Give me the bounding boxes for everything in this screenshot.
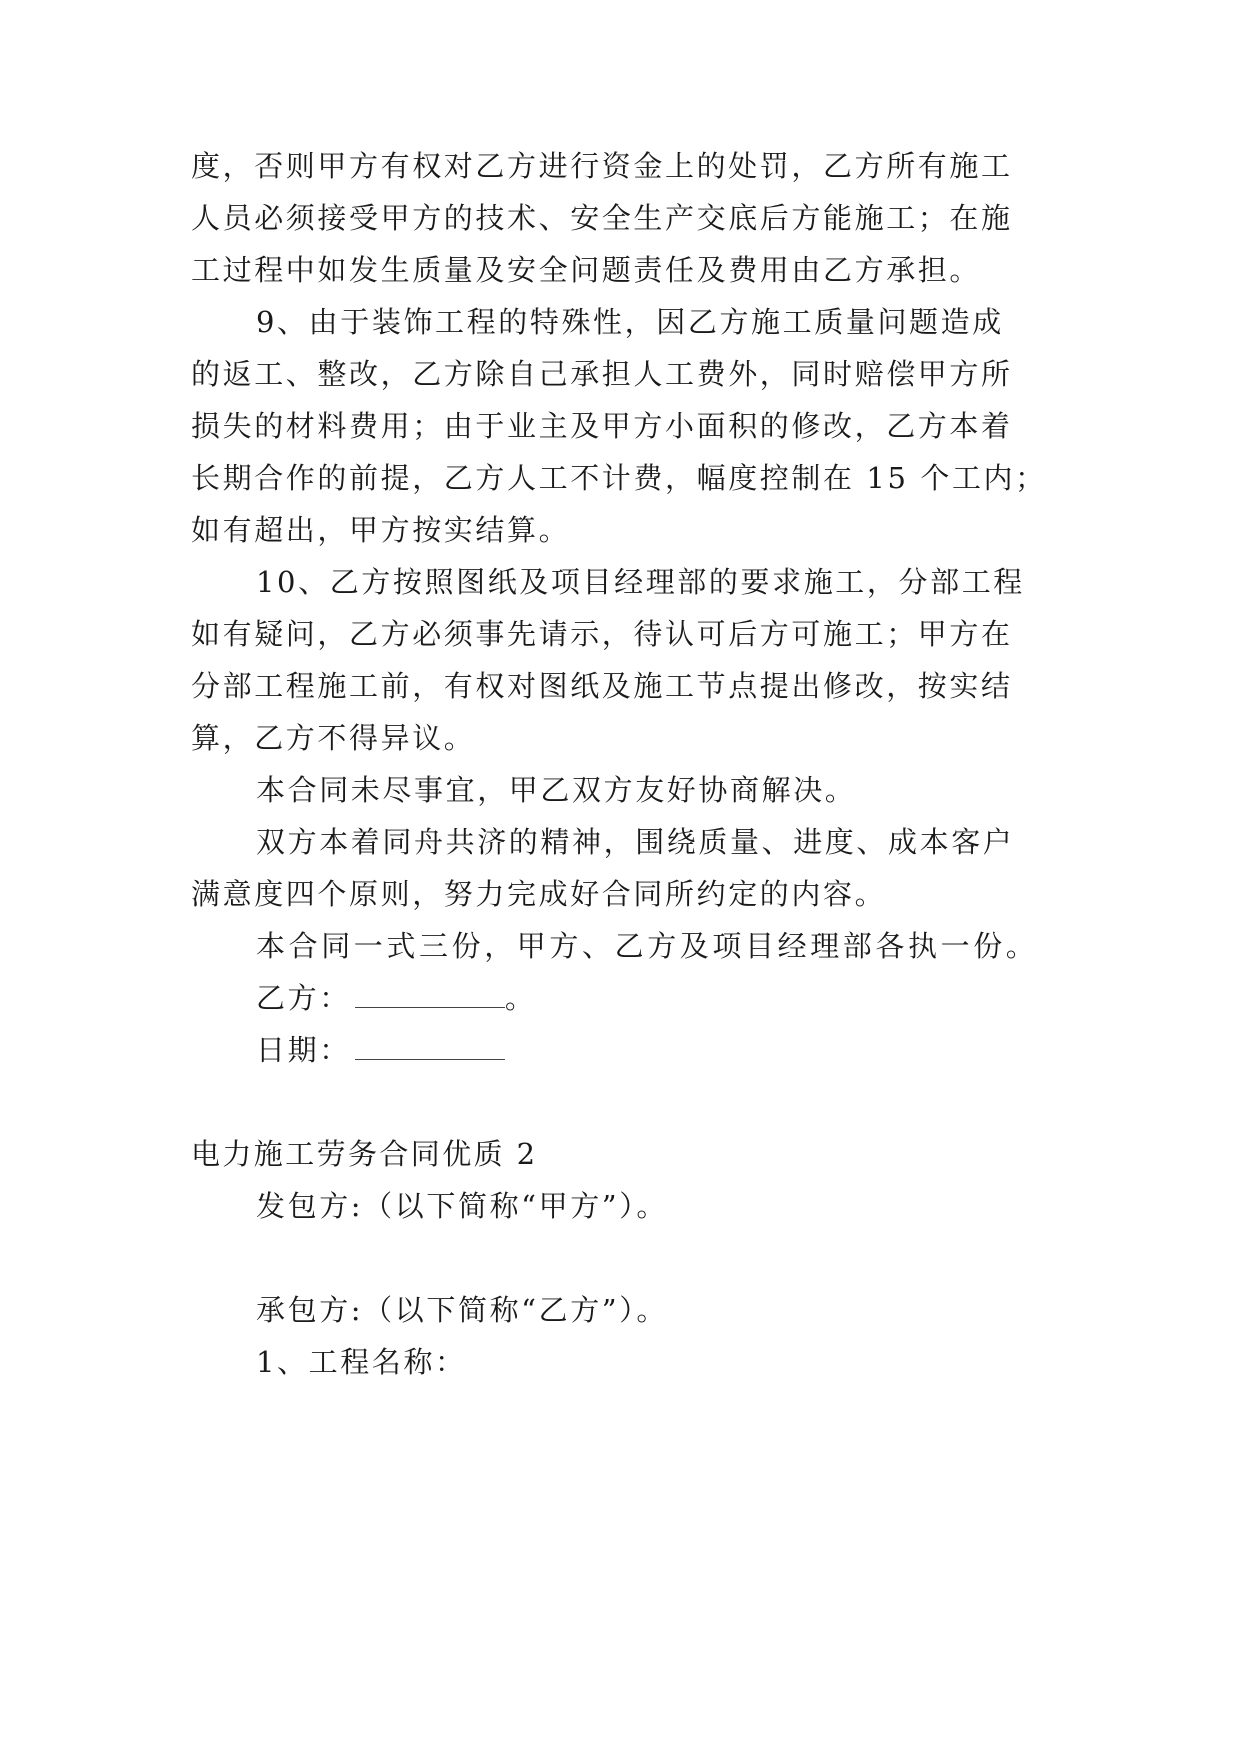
- date-signature-line: [256, 1030, 505, 1070]
- date-label: 日期：: [256, 1033, 351, 1067]
- paragraph-9-line-3: 损失的材料费用；由于业主及甲方小面积的修改，乙方本着: [191, 409, 1013, 443]
- party-b-signature-line: [256, 978, 536, 1018]
- party-b-suffix: 。: [504, 981, 537, 1015]
- closing-line-3: 满意度四个原则，努力完成好合同所约定的内容。: [191, 877, 887, 911]
- paragraph-9-line-5: 如有超出，甲方按实结算。: [191, 513, 571, 547]
- paragraph-9-line-2: 的返工、整改，乙方除自己承担人工费外，同时赔偿甲方所: [191, 357, 1013, 391]
- contractor-line: 承包方:（以下简称“乙方”）。: [256, 1293, 668, 1327]
- paragraph-8-line-3: 工过程中如发生质量及安全问题责任及费用由乙方承担。: [191, 253, 982, 287]
- paragraph-10-line-1: 10、乙方按照图纸及项目经理部的要求施工，分部工程: [256, 565, 1025, 599]
- paragraph-10-line-2: 如有疑问，乙方必须事先请示，待认可后方可施工；甲方在: [191, 617, 1013, 651]
- paragraph-10-line-3: 分部工程施工前，有权对图纸及施工节点提出修改，按实结: [191, 669, 1013, 703]
- paragraph-8-line-1: 度，否则甲方有权对乙方进行资金上的处罚，乙方所有施工: [191, 149, 1013, 183]
- date-blank: [355, 1033, 505, 1060]
- party-b-label: 乙方：: [256, 981, 351, 1015]
- closing-line-4: 本合同一式三份，甲方、乙方及项目经理部各执一份。: [256, 929, 1039, 963]
- party-b-blank: [355, 981, 505, 1008]
- closing-line-2: 双方本着同舟共济的精神，围绕质量、进度、成本客户: [256, 825, 1015, 859]
- closing-line-1: 本合同未尽事宜，甲乙双方友好协商解决。: [256, 773, 857, 807]
- paragraph-9-line-4: 长期合作的前提，乙方人工不计费，幅度控制在 15 个工内；: [191, 461, 1047, 495]
- paragraph-8-line-2: 人员必须接受甲方的技术、安全生产交底后方能施工；在施: [191, 201, 1013, 235]
- item-1-project-name: 1、工程名称：: [256, 1345, 467, 1379]
- paragraph-9-line-1: 9、由于装饰工程的特殊性，因乙方施工质量问题造成: [256, 305, 1004, 339]
- employer-line: 发包方:（以下简称“甲方”）。: [256, 1189, 668, 1223]
- paragraph-10-line-4: 算，乙方不得异议。: [191, 721, 476, 755]
- section-2-title: 电力施工劳务合同优质 2: [191, 1137, 538, 1171]
